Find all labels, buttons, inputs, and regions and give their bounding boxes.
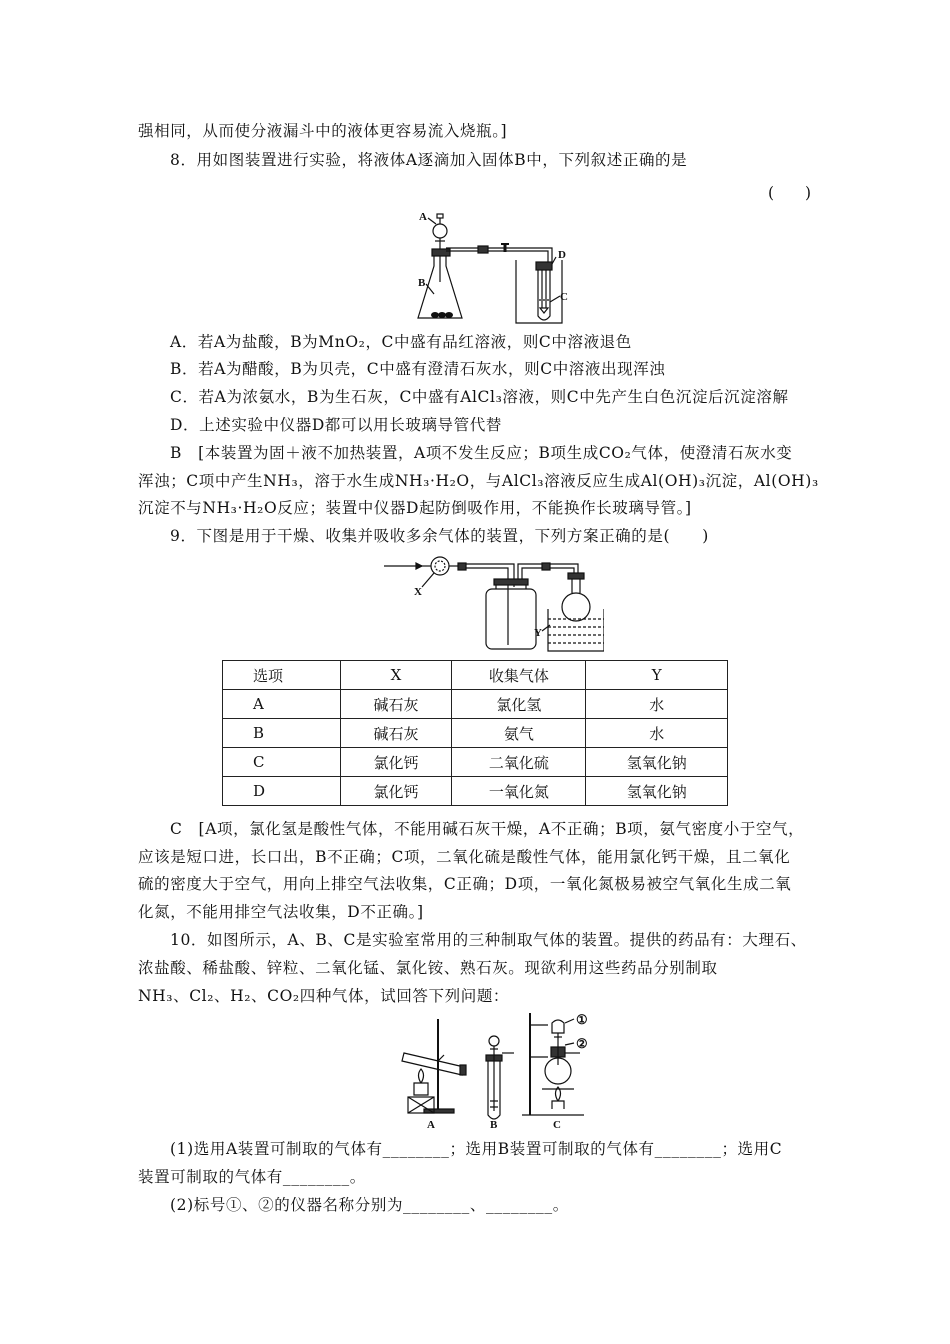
table-cell: 氢氧化钠 <box>586 777 728 806</box>
question-9: 9．下图是用于干燥、收集并吸收多余气体的装置，下列方案正确的是( ) <box>170 527 709 545</box>
option-8b: B．若A为醋酸，B为贝壳，C中盛有澄清石灰水，则C中溶液出现浑浊 <box>170 360 666 378</box>
label-c: C <box>560 291 568 303</box>
label-d: D <box>558 249 566 261</box>
question-8: 8．用如图装置进行实验，将液体A逐滴加入固体B中，下列叙述正确的是 <box>170 151 688 169</box>
answer-blank: ( ) <box>768 184 812 202</box>
table-row <box>223 777 728 806</box>
table-row <box>223 690 728 719</box>
table-header-row <box>223 661 728 690</box>
question-10-part1-cont: 装置可制取的气体有________。 <box>138 1168 366 1186</box>
label-a: A <box>427 1119 435 1131</box>
answer-9-line: 硫的密度大于空气，用向上排空气法收集，C正确；D项，一氧化氮极易被空气氧化生成二氧 <box>138 875 792 893</box>
table-cell: 二氧化硫 <box>452 748 586 777</box>
table-cell: 氢氧化钠 <box>586 748 728 777</box>
table-row <box>223 748 728 777</box>
table-cell: 氯化钙 <box>340 777 452 806</box>
table-cell: C <box>223 748 341 777</box>
table-header-cell: X <box>340 661 452 690</box>
label-x: X <box>414 586 422 598</box>
answer-8-line: 沉淀不与NH₃·H₂O反应；装置中仪器D起防倒吸作用，不能换作长玻璃导管。] <box>138 499 692 517</box>
question-10-line: NH₃、Cl₂、H₂、CO₂四种气体，试回答下列问题： <box>138 987 510 1005</box>
label-b: B <box>418 277 426 289</box>
label-c: C <box>553 1119 561 1131</box>
figure-q10-apparatus <box>398 1011 603 1131</box>
table-header-cell: 收集气体 <box>452 661 586 690</box>
table-cell: B <box>223 719 341 748</box>
options-table <box>222 660 728 806</box>
answer-9-line: C [A项，氯化氢是酸性气体，不能用碱石灰干燥，A不正确；B项，氨气密度小于空气， <box>170 820 805 838</box>
label-a: A <box>419 211 427 223</box>
question-10-line: 浓盐酸、稀盐酸、锌粒、二氧化锰、氯化铵、熟石灰。现欲利用这些药品分别制取 <box>138 959 718 977</box>
text-line: 强相同，从而使分液漏斗中的液体更容易流入烧瓶。] <box>138 122 508 140</box>
label-b: B <box>490 1119 498 1131</box>
table-header-cell: Y <box>586 661 728 690</box>
question-10-part2: (2)标号①、②的仪器名称分别为________、________。 <box>170 1196 569 1214</box>
figure-q8-apparatus <box>412 204 584 328</box>
table-row <box>223 719 728 748</box>
answer-9-line: 应该是短口进，长口出，B不正确；C项，二氧化硫是酸性气体，能用氯化钙干燥，且二氧化 <box>138 848 791 866</box>
table-cell: 水 <box>586 719 728 748</box>
answer-8-line: B [本装置为固＋液不加热装置，A项不发生反应；B项生成CO₂气体，使澄清石灰水变 <box>170 444 793 462</box>
question-10-part1: (1)选用A装置可制取的气体有________；选用B装置可制取的气体有________；选用C <box>170 1140 783 1158</box>
answer-8-line: 浑浊；C项中产生NH₃，溶于水生成NH₃·H₂O，与AlCl₃溶液反应生成Al(OH)₃沉淀，Al(OH)₃ <box>138 472 819 490</box>
option-8d: D．上述实验中仪器D都可以用长玻璃导管代替 <box>170 416 502 434</box>
table-cell: 氨气 <box>452 719 586 748</box>
table-cell: 碱石灰 <box>340 690 452 719</box>
table-header-cell: 选项 <box>223 661 341 690</box>
figure-q9-apparatus <box>382 553 604 655</box>
question-10: 10．如图所示，A、B、C是实验室常用的三种制取气体的装置。提供的药品有：大理石、 <box>170 931 807 949</box>
table-cell: 水 <box>586 690 728 719</box>
option-8a: A．若A为盐酸，B为MnO₂，C中盛有品红溶液，则C中溶液退色 <box>170 333 632 351</box>
table-cell: D <box>223 777 341 806</box>
table-cell: 碱石灰 <box>340 719 452 748</box>
label-y: Y <box>534 627 542 639</box>
table-cell: 氯化氢 <box>452 690 586 719</box>
option-8c: C．若A为浓氨水，B为生石灰，C中盛有AlCl₃溶液，则C中先产生白色沉淀后沉淀溶解 <box>170 388 789 406</box>
answer-9-line: 化氮，不能用排空气法收集，D不正确。] <box>138 903 424 921</box>
label-circled-2: ② <box>576 1036 588 1051</box>
label-circled-1: ① <box>576 1012 588 1027</box>
table-cell: A <box>223 690 341 719</box>
table-cell: 氯化钙 <box>340 748 452 777</box>
table-cell: 一氧化氮 <box>452 777 586 806</box>
